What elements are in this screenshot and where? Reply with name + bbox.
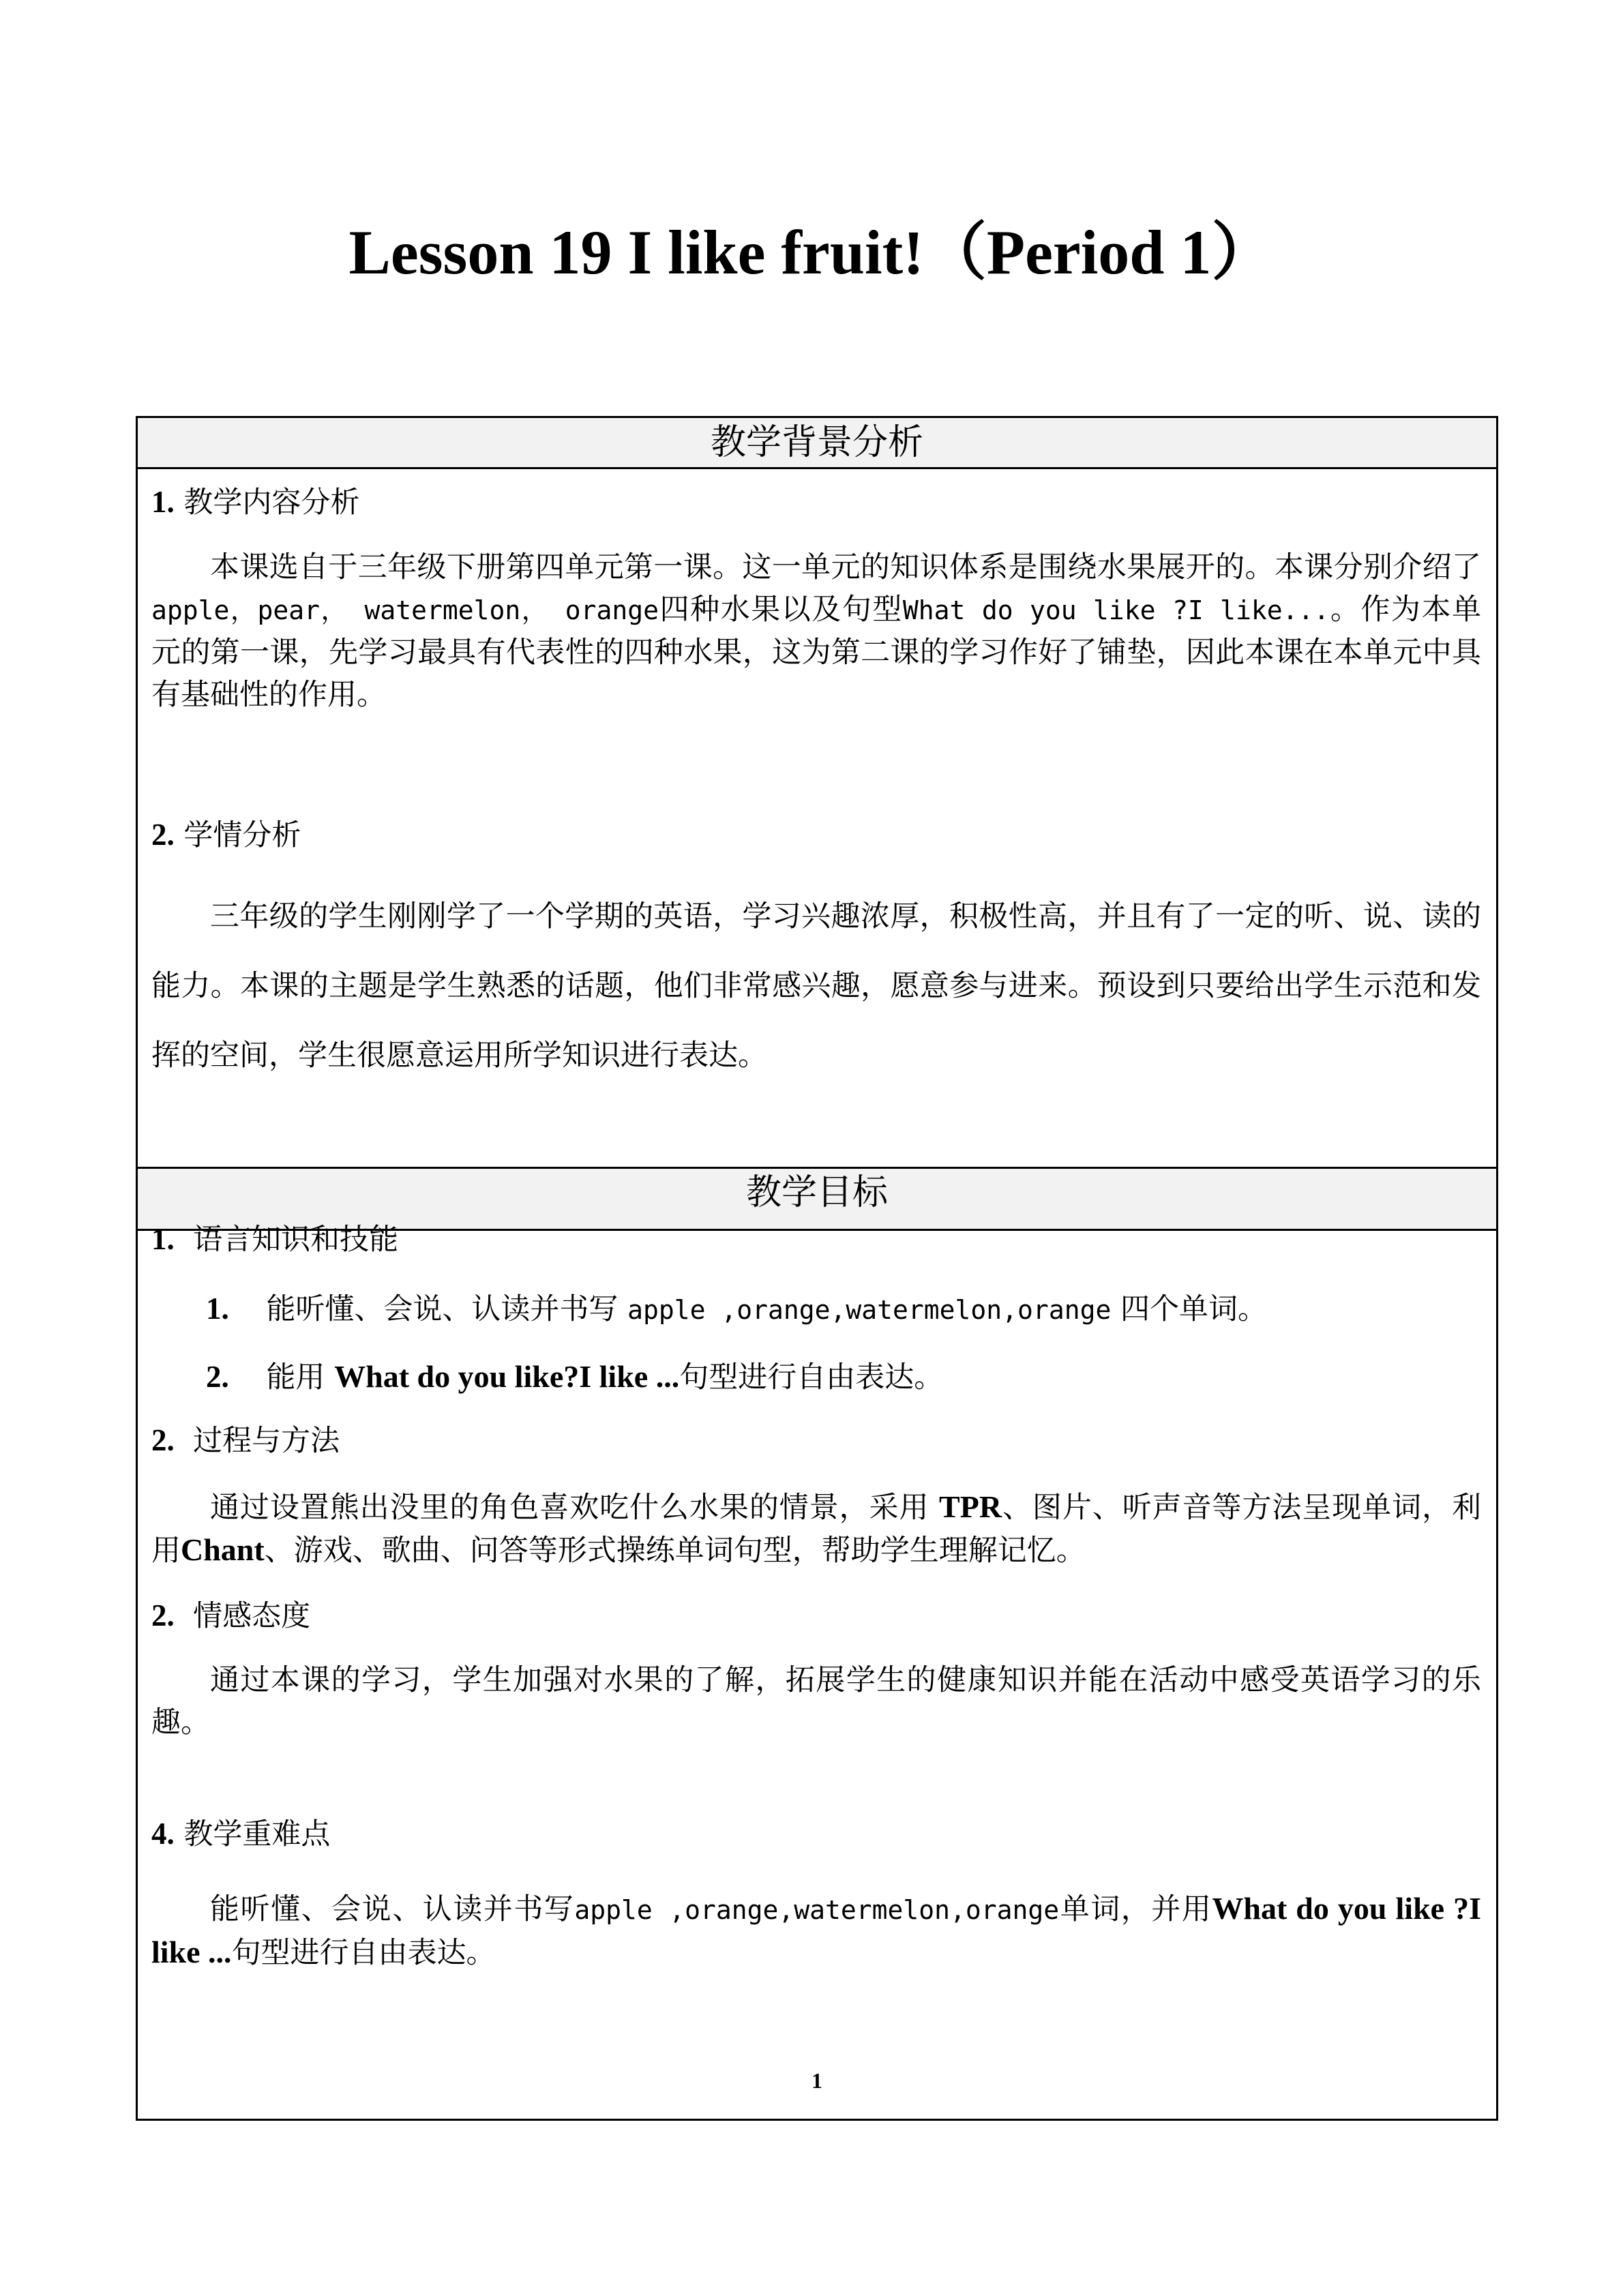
heading-text: 语言知识和技能 — [193, 1223, 399, 1257]
sentence-pattern: What do you like ?I like... — [902, 595, 1330, 625]
fruit-words: apple ,orange,watermelon,orange — [627, 1295, 1112, 1325]
process-methods-paragraph — [151, 1486, 1481, 1572]
document-title: Lesson 19 I like fruit!（Period 1） — [348, 218, 1275, 287]
chant-term: Chant — [181, 1532, 265, 1567]
paragraph-text: 四种水果以及句型 — [659, 593, 903, 627]
key-points-heading — [151, 1813, 1481, 1855]
heading-text: 教学内容分析 — [183, 486, 360, 520]
goal-item-1 — [206, 1287, 1481, 1331]
fruit-words: apple ,orange,watermelon,orange — [574, 1895, 1060, 1925]
fruit-words: apple，pear， watermelon， orange — [151, 595, 659, 625]
content-analysis-heading — [151, 481, 1481, 524]
attitude-paragraph: 通过本课的学习，学生加强对水果的了解，拓展学生的健康知识并能在活动中感受英语学习的乐趣。 — [151, 1663, 1481, 1740]
paragraph-text: 、游戏、歌曲、问答等形式操练单词句型，帮助学生理解记忆。 — [264, 1534, 1086, 1568]
page-number: 1 — [812, 2068, 822, 2093]
sentence-pattern: What do you like ?I like ... — [151, 1891, 1482, 1969]
item-text: 能用 — [266, 1360, 325, 1395]
item-number: 1. — [206, 1292, 229, 1326]
heading-number: 1. — [151, 485, 175, 519]
goal-item-2 — [206, 1356, 1481, 1399]
section-header-background — [138, 418, 1496, 469]
heading-number: 4. — [151, 1817, 175, 1851]
section-header-label: 教学背景分析 — [710, 422, 923, 463]
paragraph-text: 本课选自于三年级下册第四单元第一课。这一单元的知识体系是围绕水果展开的。本课分别介绍了 — [210, 550, 1481, 584]
learner-analysis-heading — [151, 814, 1481, 856]
paragraph-text: 通过设置熊出没里的角色喜欢吃什么水果的情景，采用 — [210, 1491, 929, 1525]
item-number: 2. — [206, 1360, 229, 1394]
item-text: 能听懂、会说、认读并书写 — [266, 1292, 619, 1326]
paragraph-text: 句型进行自由表达。 — [231, 1936, 496, 1970]
attitude-heading — [151, 1594, 1481, 1637]
heading-text: 教学重难点 — [183, 1817, 331, 1851]
language-skills-heading — [151, 1218, 1481, 1261]
heading-text: 学情分析 — [183, 818, 301, 852]
tpr-term: TPR — [939, 1489, 1002, 1524]
paragraph-text: 能听懂、会说、认读并书写 — [210, 1892, 575, 1926]
heading-text: 情感态度 — [193, 1599, 311, 1633]
heading-number: 2. — [151, 1598, 175, 1632]
heading-text: 过程与方法 — [193, 1424, 340, 1458]
content-analysis-paragraph — [151, 546, 1481, 716]
paragraph-text: 单词，并用 — [1059, 1892, 1212, 1926]
item-text: 句型进行自由表达。 — [679, 1360, 944, 1395]
heading-number: 2. — [151, 818, 175, 852]
sentence-pattern: What do you like?I like ... — [334, 1359, 680, 1394]
paragraph-text: 。作为本单元的第一课，先学习最具有代表性的四种水果，这为第二课的学习作好了铺垫，因此本课在本单元中具有基础性的作用。 — [151, 593, 1481, 712]
section-header-label: 教学目标 — [745, 1172, 888, 1213]
process-methods-heading — [151, 1419, 1481, 1462]
heading-number: 1. — [151, 1222, 175, 1256]
paragraph-text: 、图片、听声音等方法呈现单词，利用 — [151, 1491, 1482, 1568]
heading-number: 2. — [151, 1423, 175, 1457]
lesson-plan-table — [136, 416, 1498, 2121]
item-text: 四个单词。 — [1120, 1292, 1267, 1326]
key-points-paragraph — [151, 1888, 1481, 1974]
learner-analysis-paragraph: 三年级的学生刚刚学了一个学期的英语，学习兴趣浓厚，积极性高，并且有了一定的听、说、读的能力。本课的主题是学生熟悉的话题，他们非常感兴趣，愿意参与进来。预设到只要给出学生示范和发挥的空间，学生很愿意运用所学知识进行表达。 — [151, 899, 1481, 1073]
